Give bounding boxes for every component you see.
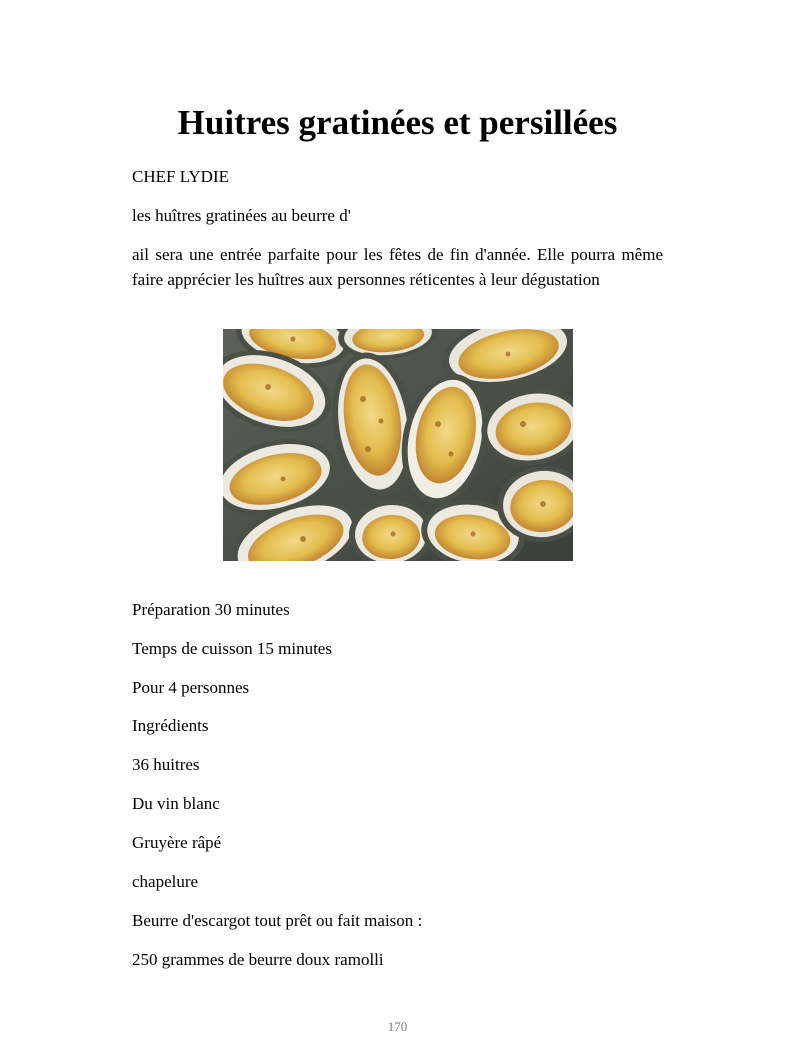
oysters-photo-icon bbox=[223, 329, 573, 561]
ingredients-heading: Ingrédients bbox=[132, 716, 209, 735]
ingredient-item: 36 huitres bbox=[132, 755, 200, 774]
cooking-time: Temps de cuisson 15 minutes bbox=[132, 639, 332, 658]
preparation-time: Préparation 30 minutes bbox=[132, 600, 290, 619]
ingredient-item: Beurre d'escargot tout prêt ou fait maison : bbox=[132, 911, 423, 930]
page-title: Huitres gratinées et persillées bbox=[177, 103, 618, 142]
ingredient-item: 250 grammes de beurre doux ramolli bbox=[132, 950, 384, 969]
author-line: CHEF LYDIE bbox=[132, 167, 229, 186]
servings: Pour 4 personnes bbox=[132, 678, 250, 697]
ingredient-item: chapelure bbox=[132, 872, 199, 891]
oysters-photo bbox=[223, 329, 573, 561]
subtitle-line: les huîtres gratinées au beurre d' bbox=[132, 206, 351, 225]
intro-paragraph: ail sera une entrée parfaite pour les fêtes de fin d'année. Elle pourra même faire apprécier les huîtres aux personnes réticentes à leur dégustation bbox=[132, 245, 663, 289]
page-number: 170 bbox=[387, 1019, 408, 1034]
ingredient-item: Gruyère râpé bbox=[132, 833, 222, 852]
ingredient-item: Du vin blanc bbox=[132, 794, 220, 813]
